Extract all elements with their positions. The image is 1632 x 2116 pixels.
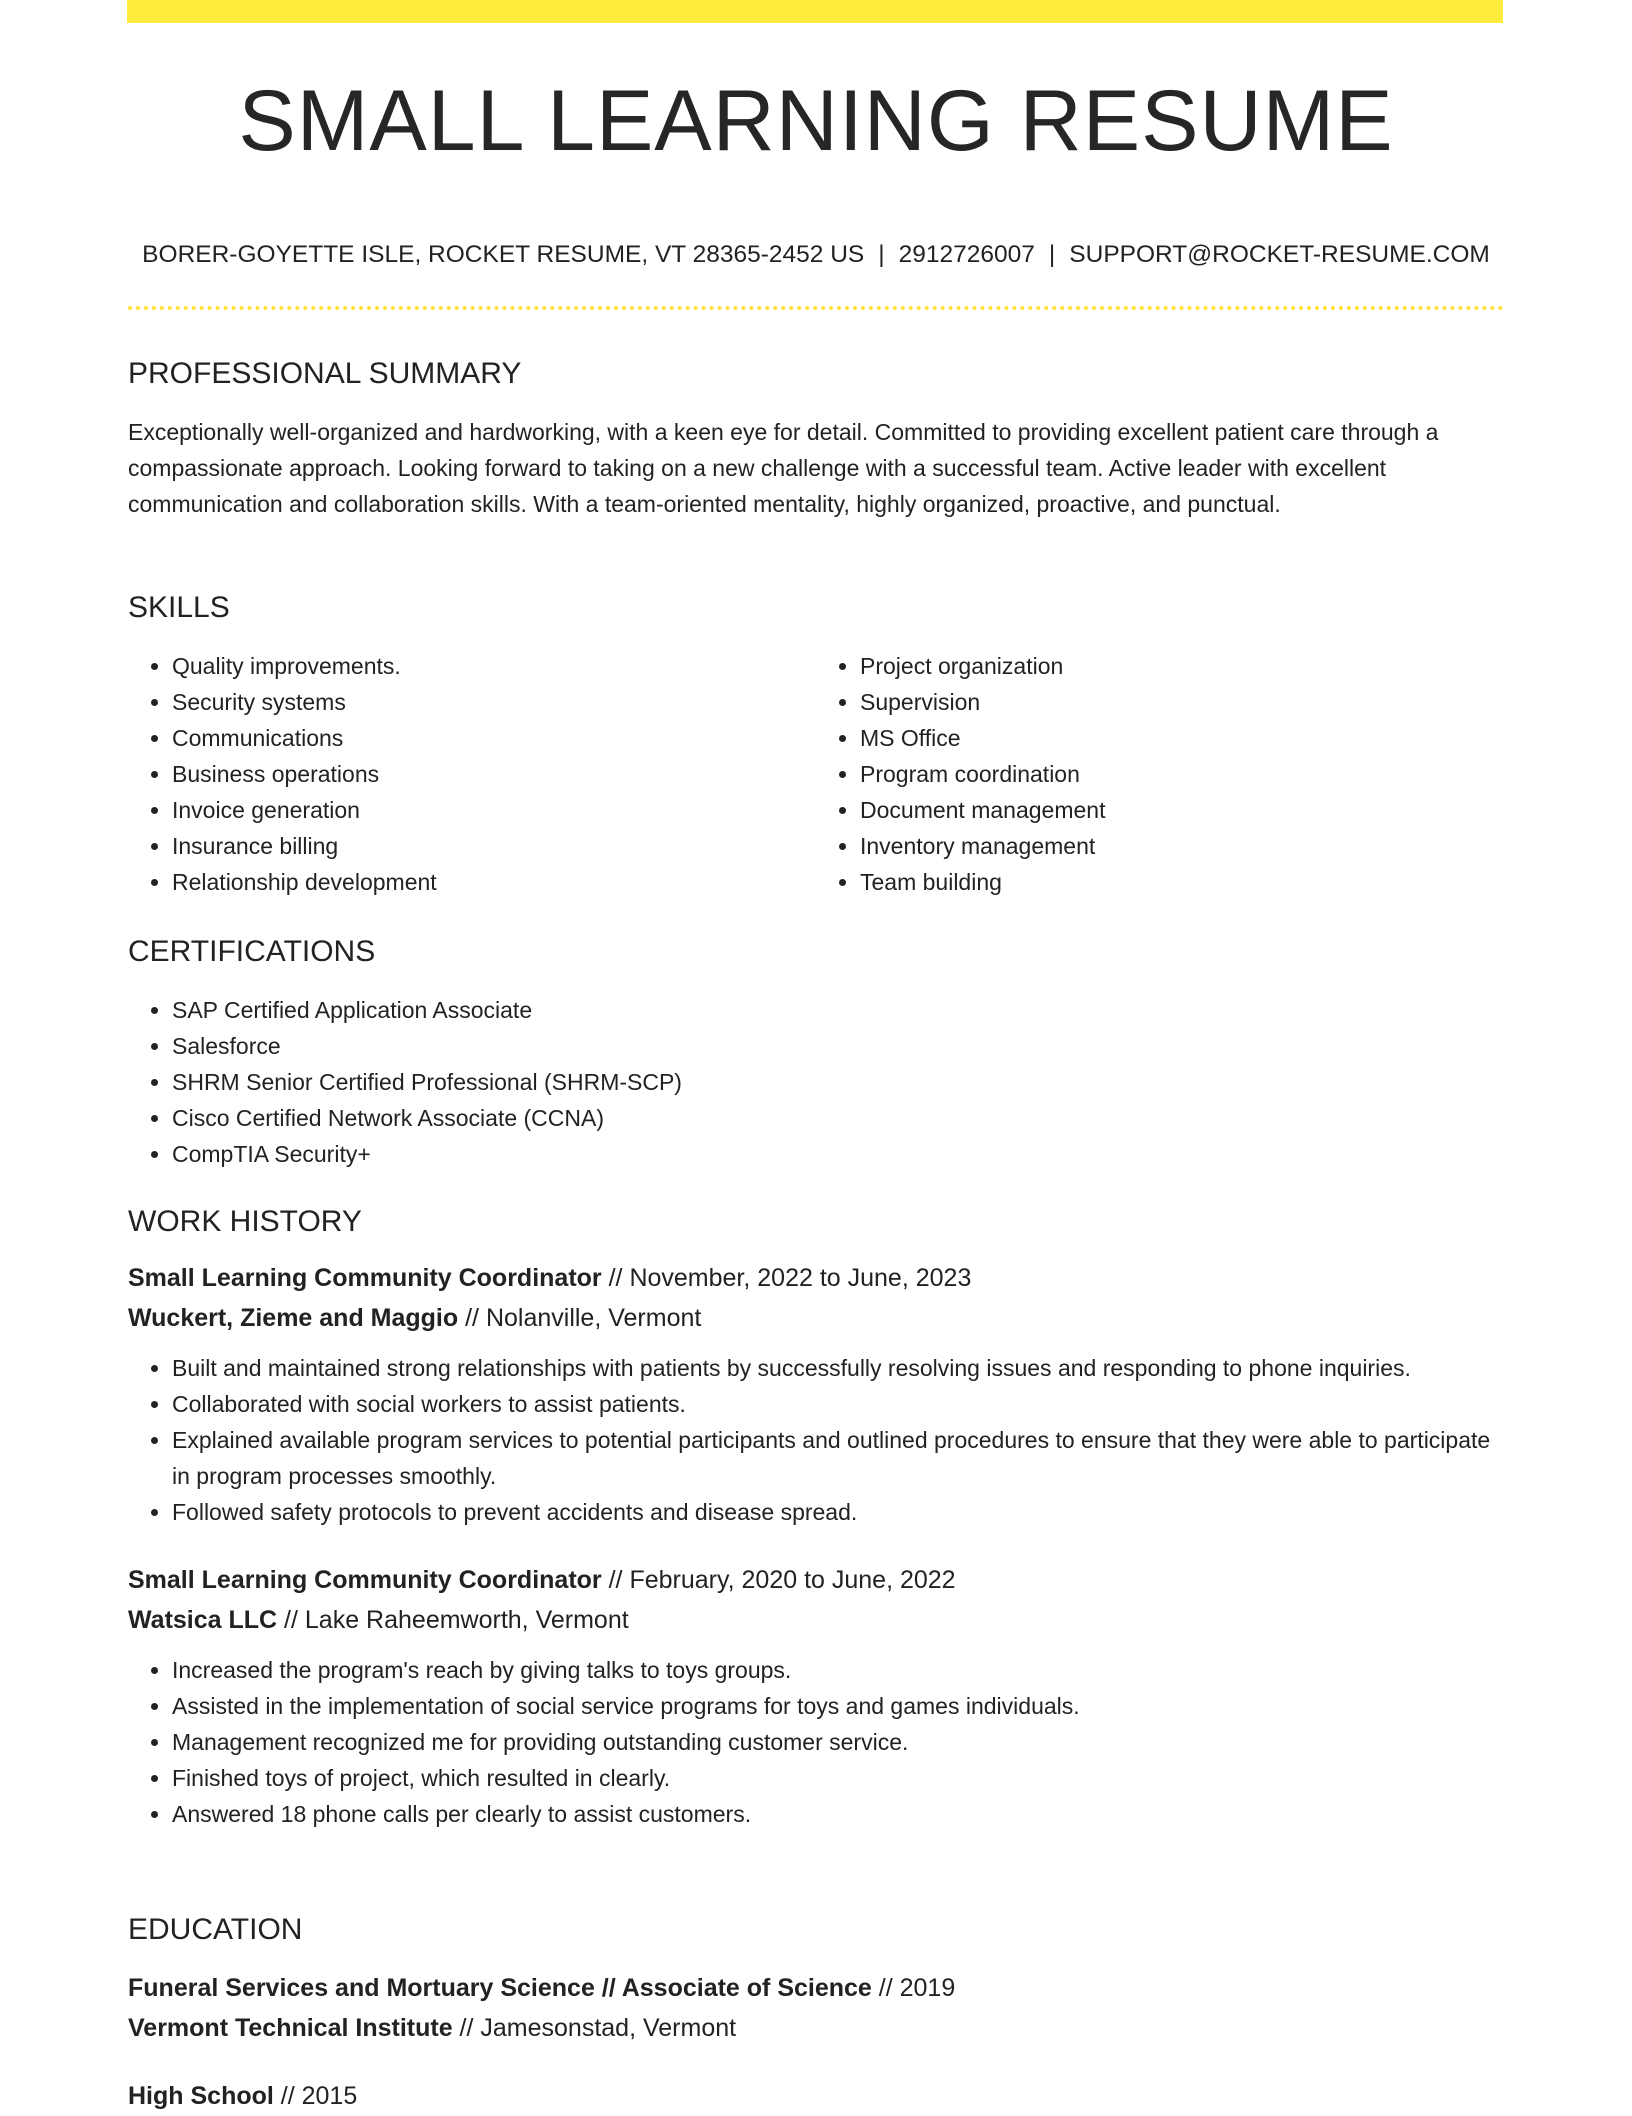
resume-name: SMALL LEARNING RESUME — [238, 73, 1394, 169]
work-history-section — [128, 1204, 1504, 1832]
job-location: // Lake Raheemworth, Vermont — [277, 1606, 629, 1634]
job-company-line — [128, 1298, 1504, 1338]
education-entry — [128, 1968, 1504, 2048]
certifications-heading: CERTIFICATIONS — [128, 935, 376, 968]
certification-item: • SHRM Senior Certified Professional (SHRM-SCP) — [172, 1064, 1504, 1100]
certification-item: • Salesforce — [172, 1028, 1504, 1064]
skills-list-left — [128, 648, 816, 900]
education-location: // Jamesonstad, Vermont — [452, 2014, 737, 2042]
skill-item: • MS Office — [860, 720, 1504, 756]
skills-list-right — [816, 648, 1504, 900]
summary-text: Exceptionally well-organized and hardworking, with a keen eye for detail. Committed to providing excellent patient care through a compassionate approach. Looking forward to taking on a new challenge with a successful team. Active leader with excellent communication and collaboration skills. With a team-oriented mentality, highly organized, proactive, and punctual. — [128, 419, 1439, 517]
job-bullet: • Management recognized me for providing outstanding customer service. — [172, 1724, 1504, 1760]
skill-item: • Inventory management — [860, 828, 1504, 864]
job-bullets — [128, 1350, 1504, 1530]
skill-item: • Business operations — [172, 756, 816, 792]
dotted-divider — [128, 306, 1504, 310]
job-dates: // November, 2022 to June, 2023 — [601, 1264, 972, 1292]
skill-item: • Security systems — [172, 684, 816, 720]
skills-section — [128, 590, 1504, 900]
education-section — [128, 1912, 1504, 2116]
education-entry — [128, 2076, 1504, 2116]
education-year: // 2015 — [273, 2082, 358, 2110]
job-dates: // February, 2020 to June, 2022 — [601, 1566, 956, 1594]
summary-section — [128, 356, 1504, 522]
job-bullet: • Answered 18 phone calls per clearly to assist customers. — [172, 1796, 1504, 1832]
job-entry — [128, 1258, 1504, 1530]
skills-heading: SKILLS — [128, 591, 230, 624]
job-company: Wuckert, Zieme and Maggio — [128, 1304, 459, 1332]
skill-item: • Insurance billing — [172, 828, 816, 864]
education-degree: High School — [128, 2082, 274, 2110]
certifications-list — [128, 992, 1504, 1172]
contact-line — [128, 240, 1504, 270]
contact-email: SUPPORT@ROCKET-RESUME.COM — [1069, 241, 1490, 268]
job-bullet: • Finished toys of project, which resulted in clearly. — [172, 1760, 1504, 1796]
job-bullet: • Collaborated with social workers to assist patients. — [172, 1386, 1504, 1422]
skill-item: • Invoice generation — [172, 792, 816, 828]
skill-item: • Project organization — [860, 648, 1504, 684]
job-bullet: • Explained available program services to potential participants and outlined procedures to ensure that they were able to participate in program processes smoothly. — [172, 1422, 1504, 1494]
job-entry — [128, 1560, 1504, 1832]
job-title: Small Learning Community Coordinator — [128, 1264, 602, 1292]
skill-item: • Communications — [172, 720, 816, 756]
job-company-line — [128, 1600, 1504, 1640]
contact-address: BORER-GOYETTE ISLE, ROCKET RESUME, VT 28365-2452 US — [142, 241, 865, 268]
skill-item: • Team building — [860, 864, 1504, 900]
job-bullets — [128, 1652, 1504, 1832]
job-bullet: • Increased the program's reach by giving talks to toys groups. — [172, 1652, 1504, 1688]
skill-item: • Supervision — [860, 684, 1504, 720]
job-bullet: • Followed safety protocols to prevent accidents and disease spread. — [172, 1494, 1504, 1530]
certification-item: • SAP Certified Application Associate — [172, 992, 1504, 1028]
job-location: // Nolanville, Vermont — [458, 1304, 702, 1332]
skills-columns — [128, 648, 1504, 900]
education-heading: EDUCATION — [128, 1913, 303, 1946]
skill-item: • Program coordination — [860, 756, 1504, 792]
education-school-line — [128, 2008, 1504, 2048]
job-bullet: • Assisted in the implementation of social service programs for toys and games individuals. — [172, 1688, 1504, 1724]
work-history-heading: WORK HISTORY — [128, 1205, 362, 1238]
contact-phone: 2912726007 — [898, 241, 1035, 268]
job-title-line — [128, 1258, 1504, 1298]
contact-separator: | — [1048, 241, 1056, 268]
education-school: Vermont Technical Institute — [128, 2014, 453, 2042]
summary-heading: PROFESSIONAL SUMMARY — [128, 357, 522, 390]
education-degree-line — [128, 1968, 1504, 2008]
job-title-line — [128, 1560, 1504, 1600]
certification-item: • CompTIA Security+ — [172, 1136, 1504, 1172]
job-title: Small Learning Community Coordinator — [128, 1566, 602, 1594]
education-degree: Funeral Services and Mortuary Science // Associate of Science — [128, 1974, 872, 2002]
certifications-section — [128, 934, 1504, 1172]
job-company: Watsica LLC — [128, 1606, 278, 1634]
education-degree-line — [128, 2076, 1504, 2116]
certification-item: • Cisco Certified Network Associate (CCNA) — [172, 1100, 1504, 1136]
job-bullet: • Built and maintained strong relationships with patients by successfully resolving issues and responding to phone inquiries. — [172, 1350, 1504, 1386]
education-year: // 2019 — [871, 1974, 956, 2002]
contact-separator: | — [878, 241, 885, 268]
skill-item: • Relationship development — [172, 864, 816, 900]
accent-top-bar — [127, 0, 1503, 23]
skill-item: • Document management — [860, 792, 1504, 828]
skill-item: • Quality improvements. — [172, 648, 816, 684]
